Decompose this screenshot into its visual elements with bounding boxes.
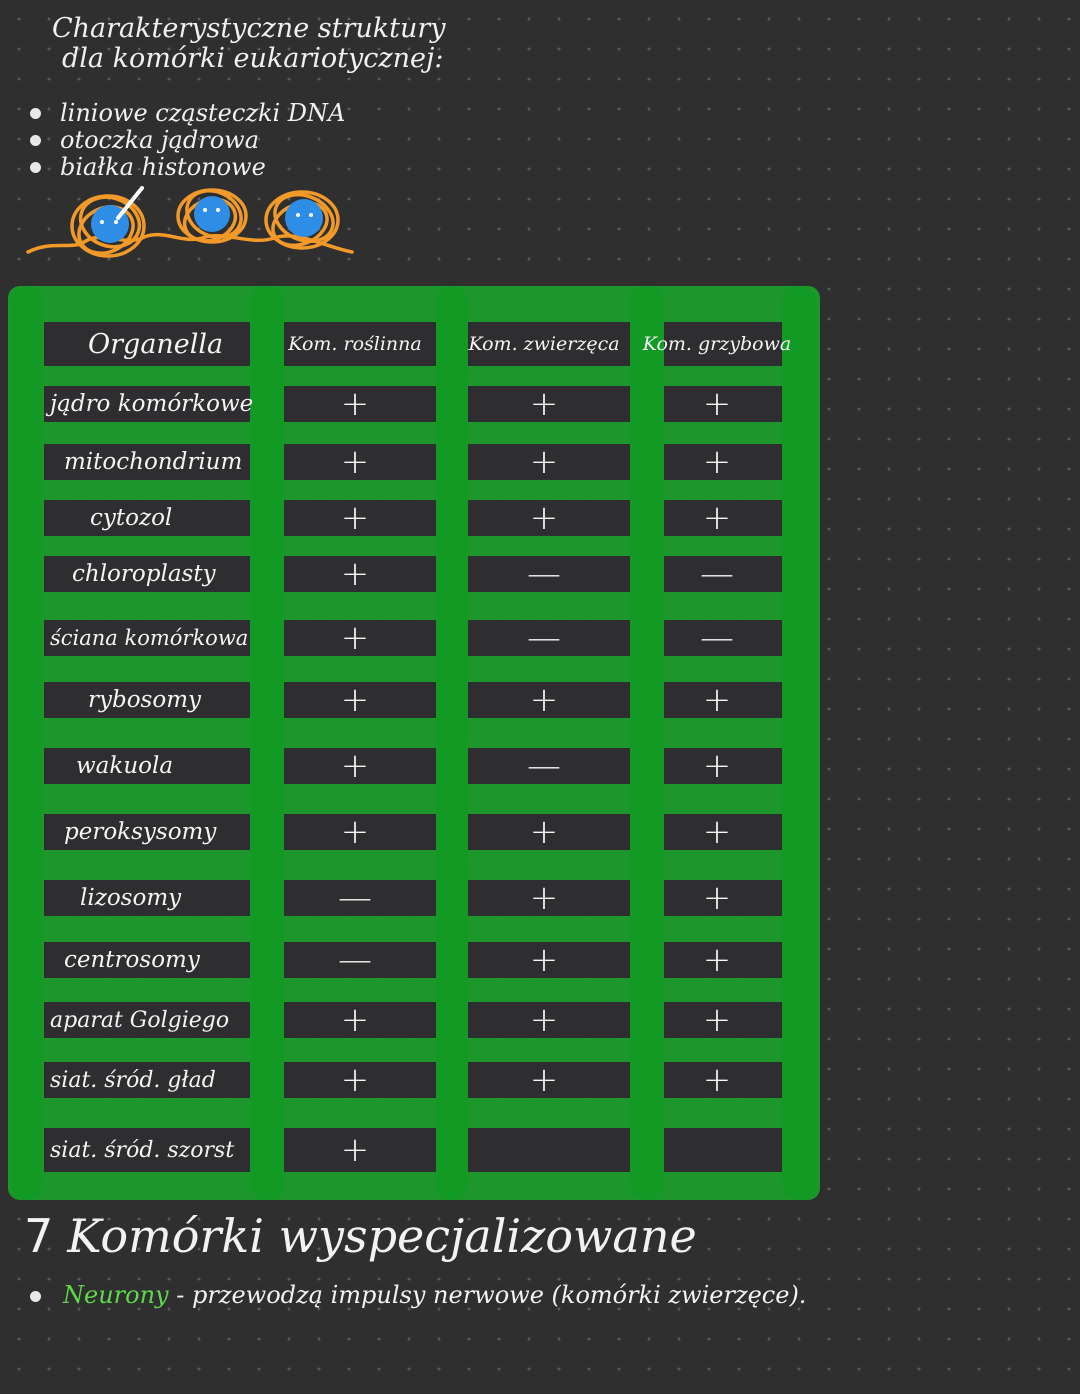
table-row: lizosomy — + + [80,878,732,918]
table-row: cytozol + + + [90,498,732,538]
table-row: siat. śród. gład + + + [50,1060,732,1100]
feature-item: liniowe cząsteczki DNA [28,100,345,127]
header-plant: Kom. roślinna [288,333,422,355]
section-number: 7 [24,1209,54,1263]
table-row: centrosomy — + + [64,940,732,980]
header-animal: Kom. zwierzęca [468,333,620,355]
bullet-icon [30,135,41,146]
header-fungus: Kom. grzybowa [642,333,792,355]
table-row: aparat Golgiego + + + [50,1000,732,1040]
neuron-description: - przewodzą impulsy nerwowe (komórki zwierzęce). [168,1281,807,1309]
section-title-text: Komórki wyspecjalizowane [67,1209,697,1263]
eukaryote-feature-list [28,100,345,181]
heading-line-2: dla komórki eukariotycznej: [62,43,444,74]
table-row: wakuola + — + [76,746,732,786]
chromatin-drawing-icon [22,180,372,280]
neuron-bullet [30,1278,806,1312]
table-row: peroksysomy + + + [64,812,732,852]
bullet-icon [30,108,41,119]
table-row: rybosomy + + + [88,680,732,720]
header-organella: Organella [88,328,224,360]
table-header-row [44,322,796,366]
feature-item: otoczka jądrowa [28,127,345,154]
table-row: siat. śród. szorst + [50,1130,370,1170]
table-row: chloroplasty + — — [72,554,734,594]
table-row: mitochondrium + + + [64,442,732,482]
bullet-icon [30,1291,41,1302]
neuron-term: Neurony [63,1281,169,1309]
table-row: jądro komórkowe + + + [50,384,732,424]
feature-item: białka histonowe [28,154,345,181]
organelle-table [8,286,820,1200]
table-row: ściana komórkowa + — — [50,618,734,658]
page-heading [52,14,472,74]
bullet-icon [30,162,41,173]
section-heading [24,1206,697,1266]
heading-line-1: Charakterystyczne struktury [52,13,446,44]
